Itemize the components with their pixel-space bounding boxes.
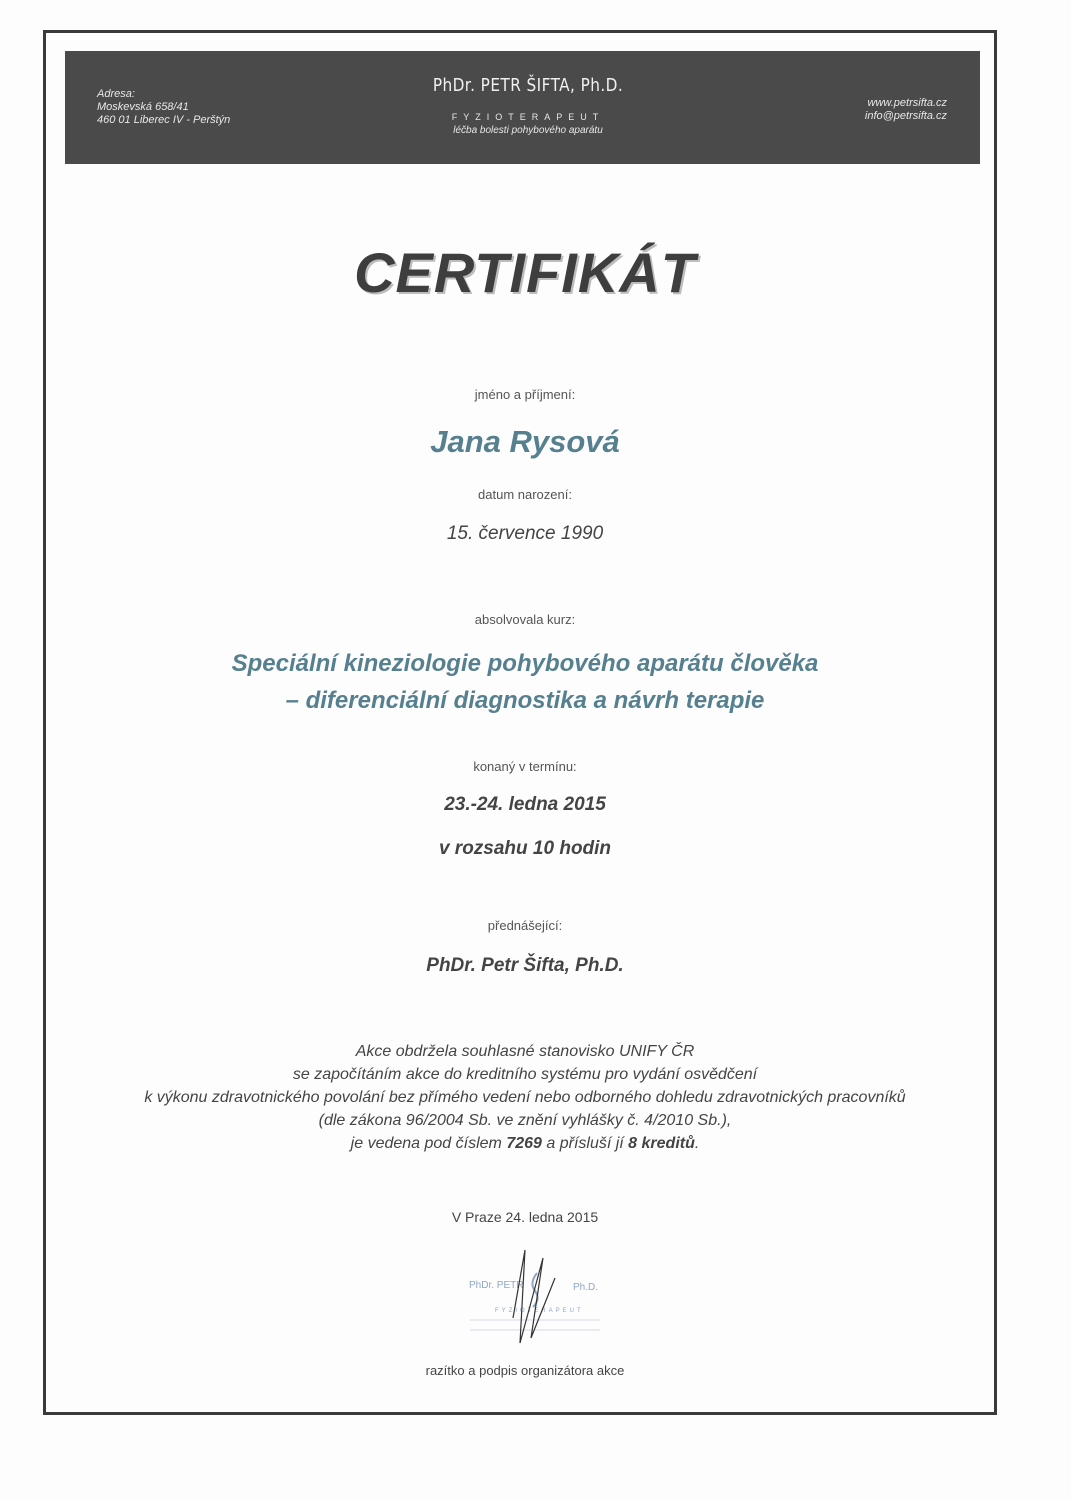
dob-label: datum narození:: [478, 487, 572, 502]
address-city: 460 01 Liberec IV - Perštýn: [97, 114, 231, 126]
contact-block: [865, 97, 947, 123]
brand-block: [413, 75, 643, 136]
address-label: Adresa:: [97, 88, 135, 100]
credit-count: 8 kreditů: [628, 1135, 695, 1152]
brand-tagline: léčba bolesti pohybového aparátu: [453, 125, 603, 136]
course-title-line1: Speciální kineziologie pohybového aparátu člověka: [231, 650, 819, 677]
course-title: [0, 645, 1050, 719]
certificate-title: CERTIFIKÁT: [354, 241, 696, 304]
note-line: se započítáním akce do kreditního systému pro vydání osvědčení: [292, 1066, 758, 1083]
note-text: a přísluší jí: [541, 1135, 629, 1152]
note-line: (dle zákona 96/2004 Sb. ve znění vyhlášky č. 4/2010 Sb.),: [318, 1112, 732, 1129]
note-text: .: [694, 1135, 700, 1152]
date-of-birth: 15. července 1990: [446, 523, 604, 544]
note-line: Akce obdržela souhlasné stanovisko UNIFY ČR: [355, 1043, 695, 1060]
website-link: www.petrsifta.cz: [867, 97, 947, 109]
letterhead: [65, 51, 980, 164]
accreditation-note: [0, 1040, 1050, 1155]
brand-name: PhDr. PETR ŠIFTA, Ph.D.: [432, 75, 624, 96]
lecturer-name: PhDr. Petr Šifta, Ph.D.: [426, 955, 624, 976]
svg-text:Ph.D.: Ph.D.: [573, 1282, 599, 1293]
brand-profession: FYZIOTERAPEUT: [451, 112, 605, 122]
signature-label: razítko a podpis organizátora akce: [425, 1363, 625, 1378]
note-line: k výkonu zdravotnického povolání bez přímého vedení nebo odborného dohledu zdravotnických pracovníků: [144, 1089, 906, 1106]
course-title-line2: – diferenciální diagnostika a návrh terapie: [285, 687, 765, 714]
course-label: absolvovala kurz:: [474, 612, 576, 627]
note-line: [0, 1132, 1050, 1155]
note-text: je vedena pod číslem: [350, 1135, 507, 1152]
term-label: konaný v termínu:: [473, 759, 577, 774]
recipient-name: Jana Rysová: [430, 424, 620, 459]
certificate-frame: [43, 30, 997, 1415]
name-label: jméno a příjmení:: [474, 387, 576, 402]
stamp-and-signature: [465, 1248, 610, 1348]
course-scope: v rozsahu 10 hodin: [438, 838, 612, 859]
email-link: info@petrsifta.cz: [864, 110, 947, 122]
place-and-date: V Praze 24. ledna 2015: [451, 1209, 599, 1225]
registration-number: 7269: [506, 1135, 542, 1152]
address-street: Moskevská 658/41: [97, 101, 189, 113]
svg-text:PhDr. PETR: PhDr. PETR: [469, 1280, 524, 1291]
stamp-signature-icon: [465, 1248, 610, 1348]
lecturer-label: přednášející:: [487, 918, 563, 933]
address-block: [97, 88, 230, 127]
svg-text:FYZIOTERAPEUT: FYZIOTERAPEUT: [495, 1308, 584, 1314]
course-term: 23.-24. ledna 2015: [444, 794, 606, 815]
